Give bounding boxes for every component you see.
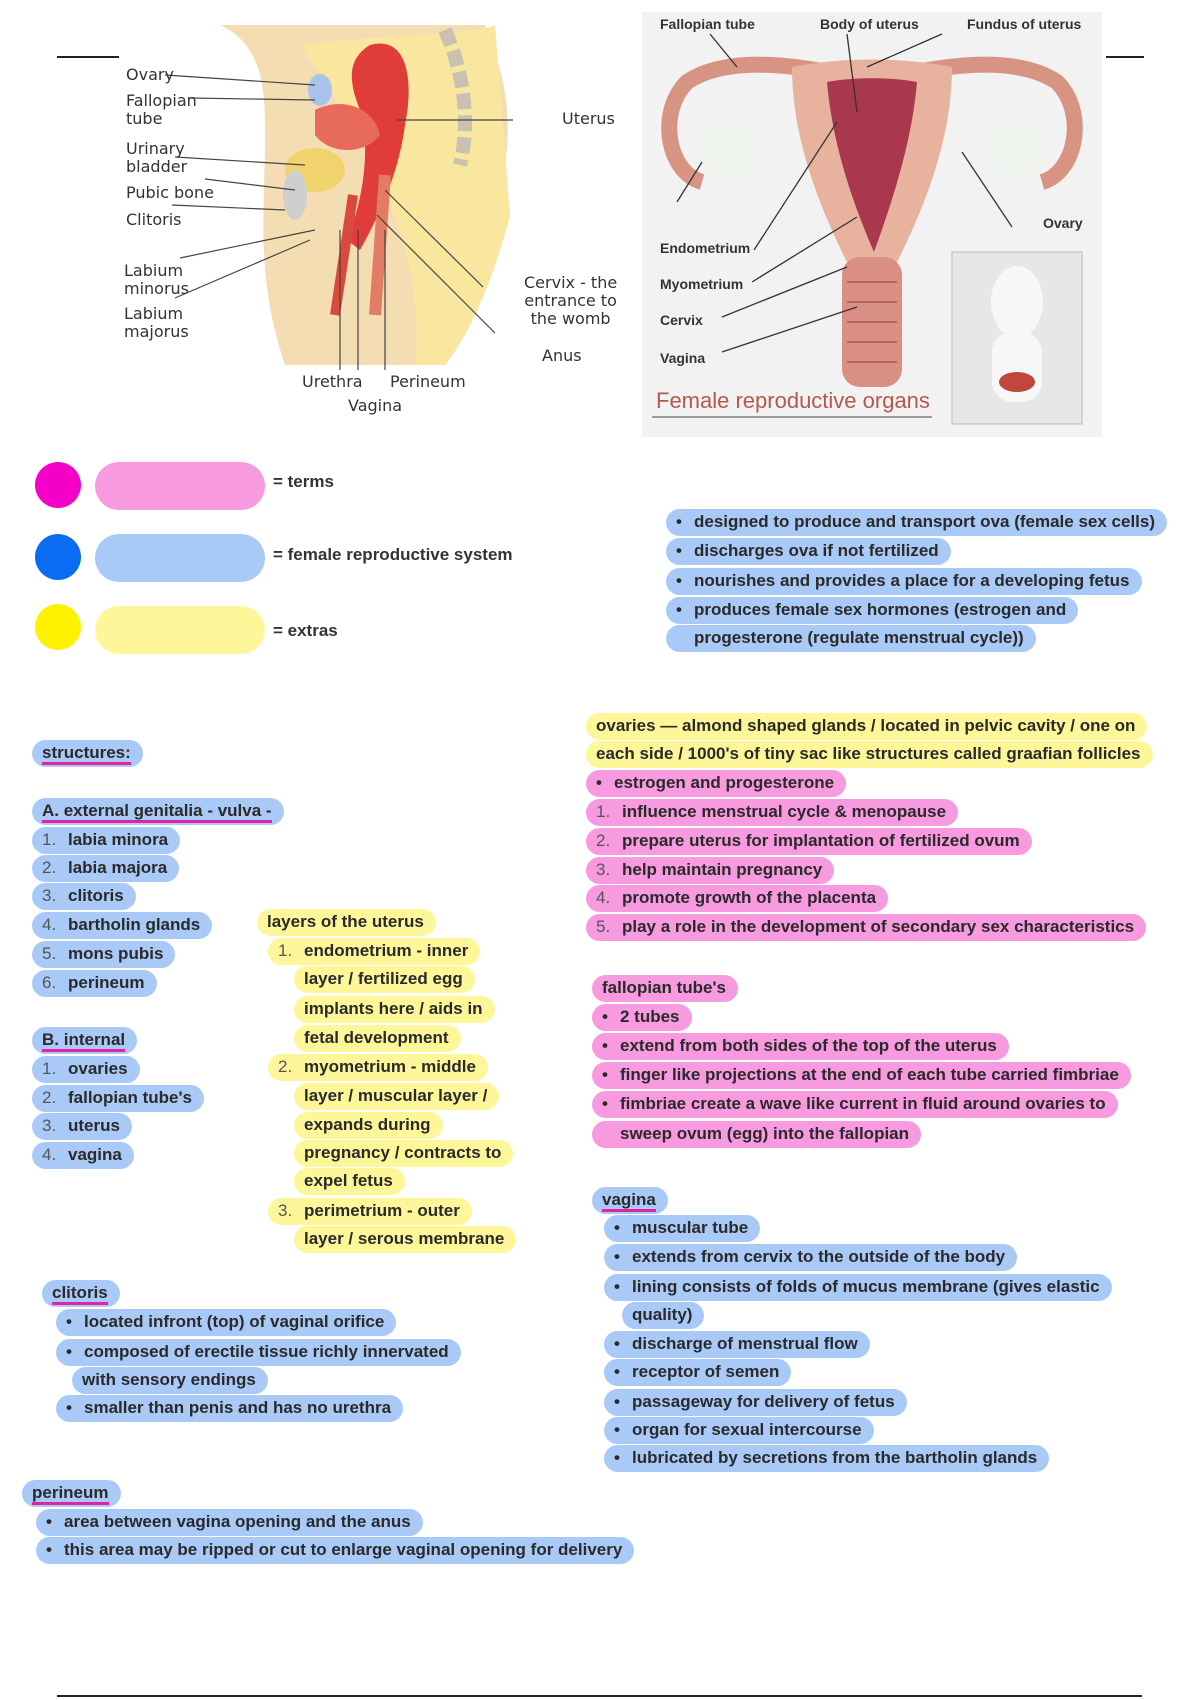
external-item: 5. mons pubis: [32, 941, 175, 968]
uterus-layer-line: layer / muscular layer /: [294, 1083, 499, 1110]
uterus-layers-heading: layers of the uterus: [257, 909, 436, 936]
internal-item: 1. ovaries: [32, 1056, 140, 1083]
ovaries-item: 3. help maintain pregnancy: [586, 857, 834, 884]
fallopian-item: • extend from both sides of the top of the uterus: [592, 1033, 1009, 1060]
perineum-heading: perineum: [22, 1480, 121, 1507]
top-rule-left: [57, 56, 119, 58]
label2-body-of-uterus: Body of uterus: [820, 16, 919, 32]
diagram2-caption: Female reproductive organs: [656, 388, 930, 413]
structures-heading: structures:: [32, 740, 143, 767]
frontal-diagram: [642, 12, 1102, 437]
internal-item: 2. fallopian tube's: [32, 1085, 204, 1112]
label2-ovary: Ovary: [1043, 215, 1083, 231]
label-perineum: Perineum: [390, 372, 466, 391]
uterus-layer-line: implants here / aids in: [294, 996, 495, 1023]
label-urethra: Urethra: [302, 372, 363, 391]
clitoris-item: with sensory endings: [72, 1367, 268, 1394]
fallopian-item: sweep ovum (egg) into the fallopian: [592, 1121, 921, 1148]
label-urinary-bladder: Urinary bladder: [126, 139, 188, 176]
vagina-item: • discharge of menstrual flow: [604, 1331, 870, 1358]
function-item: • discharges ova if not fertilized: [666, 538, 951, 565]
function-item: • designed to produce and transport ova (female sex cells): [666, 509, 1167, 536]
label2-vagina: Vagina: [660, 350, 706, 366]
perineum-item: • area between vagina opening and the anus: [36, 1509, 423, 1536]
ovaries-item: 5. play a role in the development of secondary sex characteristics: [586, 914, 1146, 941]
label-ovary: Ovary: [126, 65, 174, 84]
uterus-layer-line: expands during: [294, 1112, 443, 1139]
uterus-layer-line: expel fetus: [294, 1168, 405, 1195]
legend-terms-label: = terms: [273, 472, 334, 491]
ovaries-intro: ovaries — almond shaped glands / located in pelvic cavity / one on: [586, 713, 1147, 740]
label-pubic-bone: Pubic bone: [126, 183, 214, 202]
label2-endometrium: Endometrium: [660, 240, 751, 256]
vagina-item: • extends from cervix to the outside of the body: [604, 1244, 1017, 1271]
label-anus: Anus: [542, 346, 582, 365]
vagina-item: • lubricated by secretions from the bartholin glands: [604, 1445, 1049, 1472]
label2-fallopian-tube: Fallopian tube: [660, 16, 755, 32]
clitoris-item: • smaller than penis and has no urethra: [56, 1395, 403, 1422]
clitoris-item: • located infront (top) of vaginal orifice: [56, 1309, 396, 1336]
legend-system-label: = female reproductive system: [273, 545, 513, 564]
label-uterus: Uterus: [562, 109, 615, 128]
fallopian-item: • 2 tubes: [592, 1004, 692, 1031]
vagina-item: • passageway for delivery of fetus: [604, 1389, 907, 1416]
uterus-layer-line: 1. endometrium - inner: [268, 938, 480, 965]
uterus-layer-line: fetal development: [294, 1025, 461, 1052]
legend-blue-dot: [35, 534, 81, 580]
ovaries-item: 2. prepare uterus for implantation of fertilized ovum: [586, 828, 1032, 855]
vagina-item: • muscular tube: [604, 1215, 760, 1242]
top-rule-right: [1106, 56, 1144, 58]
external-item: 1. labia minora: [32, 827, 180, 854]
external-item: 4. bartholin glands: [32, 912, 212, 939]
legend-pink-pill: [95, 462, 265, 510]
legend-yellow-pill: [95, 606, 265, 654]
function-item: • nourishes and provides a place for a developing fetus: [666, 568, 1142, 595]
internal-item: 4. vagina: [32, 1142, 134, 1169]
vagina-item: • organ for sexual intercourse: [604, 1417, 874, 1444]
bottom-rule: [57, 1695, 1142, 1697]
legend-yellow-dot: [35, 604, 81, 650]
internal-heading: B. internal: [32, 1027, 137, 1054]
ovaries-item: 1. influence menstrual cycle & menopause: [586, 799, 958, 826]
perineum-item: • this area may be ripped or cut to enlarge vaginal opening for delivery: [36, 1537, 634, 1564]
fallopian-item: • fimbriae create a wave like current in fluid around ovaries to: [592, 1091, 1118, 1118]
uterus-layer-line: layer / serous membrane: [294, 1226, 516, 1253]
clitoris-item: • composed of erectile tissue richly innervated: [56, 1339, 461, 1366]
label-labium-majorus: Labium majorus: [124, 304, 189, 341]
legend-extras-label: = extras: [273, 621, 338, 640]
ovaries-intro: each side / 1000's of tiny sac like structures called graafian follicles: [586, 741, 1153, 768]
uterus-layer-line: pregnancy / contracts to: [294, 1140, 513, 1167]
clitoris-heading: clitoris: [42, 1280, 120, 1307]
fallopian-heading: fallopian tube's: [592, 975, 738, 1002]
frontal-illustration: [642, 12, 1102, 437]
uterus-layer-line: 2. myometrium - middle: [268, 1054, 488, 1081]
label-fallopian-tube: Fallopian tube: [126, 91, 197, 128]
label2-myometrium: Myometrium: [660, 276, 744, 292]
vagina-heading: vagina: [592, 1187, 668, 1214]
label-labium-minorus: Labium minorus: [124, 261, 190, 298]
function-item: • produces female sex hormones (estrogen and: [666, 597, 1078, 624]
internal-item: 3. uterus: [32, 1113, 132, 1140]
external-genitalia-heading: A. external genitalia - vulva -: [32, 798, 284, 825]
external-item: 6. perineum: [32, 970, 157, 997]
function-item: progesterone (regulate menstrual cycle)): [666, 625, 1036, 652]
uterus-layer-line: 3. perimetrium - outer: [268, 1198, 472, 1225]
vagina-item: • receptor of semen: [604, 1359, 791, 1386]
label-clitoris: Clitoris: [126, 210, 182, 229]
legend-blue-pill: [95, 534, 265, 582]
uterus-layer-line: layer / fertilized egg: [294, 966, 475, 993]
external-item: 2. labia majora: [32, 855, 179, 882]
label2-fundus-of-uterus: Fundus of uterus: [967, 16, 1082, 32]
label2-cervix: Cervix: [660, 312, 703, 328]
vagina-item: quality): [622, 1302, 704, 1329]
fallopian-item: • finger like projections at the end of each tube carried fimbriae: [592, 1062, 1131, 1089]
label-vagina: Vagina: [348, 396, 403, 415]
external-item: 3. clitoris: [32, 883, 136, 910]
label-cervix: Cervix - the entrance to the womb: [524, 273, 618, 328]
ovaries-item: 4. promote growth of the placenta: [586, 885, 888, 912]
vagina-item: • lining consists of folds of mucus membrane (gives elastic: [604, 1274, 1112, 1301]
legend-pink-dot: [35, 462, 81, 508]
ovaries-hormones: • estrogen and progesterone: [586, 770, 846, 797]
